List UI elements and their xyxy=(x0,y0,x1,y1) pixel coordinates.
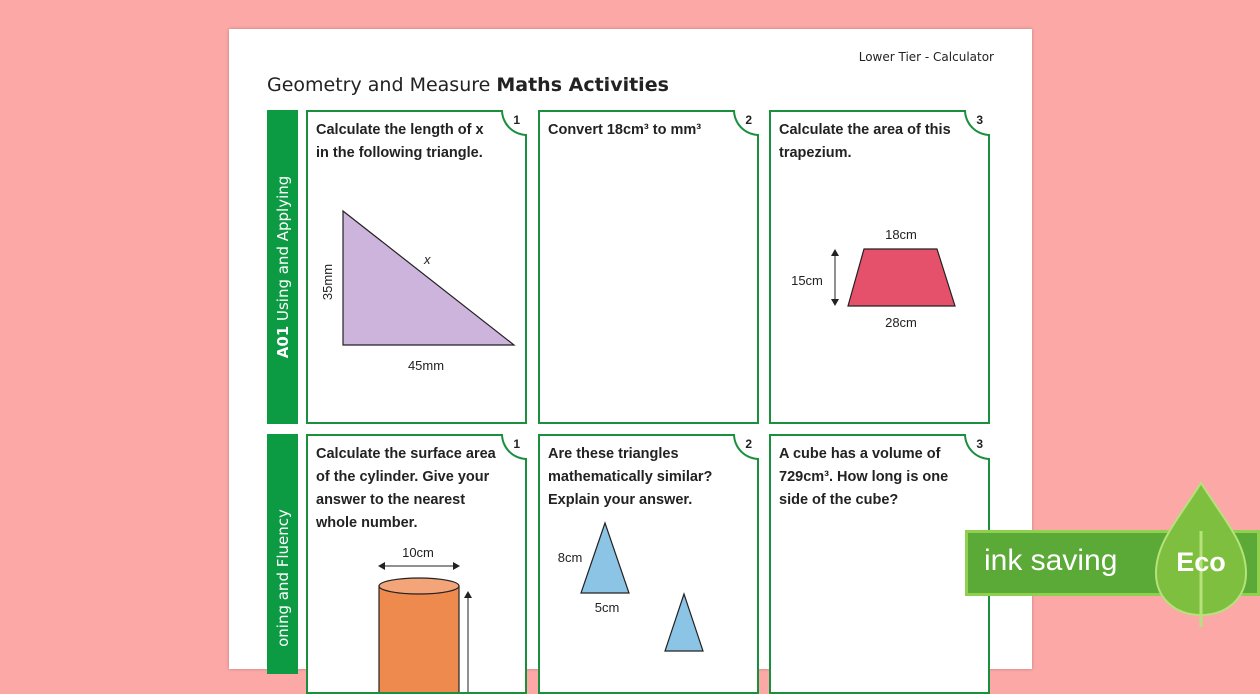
eco-leaf-icon xyxy=(1142,481,1260,630)
question-text: Convert 18cm³ to mm³ xyxy=(548,122,702,138)
trapezium-diagram xyxy=(771,112,988,422)
question-text: Calculate the length of x in the following triangle. xyxy=(316,122,484,161)
arrow-down-icon xyxy=(831,299,839,306)
height-label: 15cm xyxy=(791,273,823,288)
question-number: 3 xyxy=(964,434,990,460)
question-card-trapezium xyxy=(769,110,990,424)
question-number: 2 xyxy=(733,434,759,460)
trapezium-shape xyxy=(848,249,955,306)
section-band-fluency xyxy=(267,434,298,674)
page-title xyxy=(267,74,669,96)
cylinder-diagram xyxy=(308,436,525,692)
cylinder-body xyxy=(379,586,459,692)
question-number: 2 xyxy=(733,110,759,136)
question-text: Calculate the surface area of the cylinder. Give your answer to the nearest whole number. xyxy=(316,446,496,531)
title-regular: Geometry and Measure xyxy=(267,74,491,96)
section-name: Using and Applying xyxy=(273,175,292,322)
cylinder-top xyxy=(379,578,459,594)
question-card-cylinder xyxy=(306,434,527,694)
right-triangle-diagram xyxy=(308,112,525,422)
question-number: 3 xyxy=(964,110,990,136)
triangle-shape xyxy=(343,211,514,345)
eco-badge-text: Eco xyxy=(1176,547,1226,577)
arrow-up-icon xyxy=(464,591,472,598)
arrow-up-icon xyxy=(831,249,839,256)
question-text: Are these triangles mathematically similar? Explain your answer. xyxy=(548,446,713,508)
hyp-label: x xyxy=(424,252,431,267)
question-card-cube xyxy=(769,434,990,694)
question-text: Calculate the area of this trapezium. xyxy=(779,122,951,161)
question-number: 1 xyxy=(501,110,527,136)
ink-saving-text: ink saving xyxy=(984,544,1118,577)
bottom-label: 28cm xyxy=(885,315,917,330)
top-label: 18cm xyxy=(885,227,917,242)
question-number: 1 xyxy=(501,434,527,460)
title-bold: Maths Activities xyxy=(496,74,669,96)
worksheet-page xyxy=(229,29,1032,669)
section-name: oning and Fluency xyxy=(273,509,292,647)
section-band-a01 xyxy=(267,110,298,424)
horizontal-label: 45mm xyxy=(407,358,445,373)
triangles-diagram xyxy=(540,436,757,692)
vertical-label: 35mm xyxy=(320,263,335,301)
tier-label: Lower Tier - Calculator xyxy=(858,50,994,64)
question-card-similar-triangles xyxy=(538,434,759,694)
section-label xyxy=(274,509,292,647)
section-label xyxy=(274,176,292,359)
question-card-triangle xyxy=(306,110,527,424)
arrow-left-icon xyxy=(378,562,385,570)
triangle-small xyxy=(665,594,703,651)
question-text: A cube has a volume of 729cm³. How long is one side of the cube? xyxy=(779,446,949,508)
height-label: 8cm xyxy=(557,550,583,565)
arrow-right-icon xyxy=(453,562,460,570)
question-card-convert xyxy=(538,110,759,424)
section-code: A01 xyxy=(273,325,292,359)
base-label: 5cm xyxy=(594,600,620,615)
diameter-label: 10cm xyxy=(402,545,434,560)
triangle-large xyxy=(581,523,629,593)
